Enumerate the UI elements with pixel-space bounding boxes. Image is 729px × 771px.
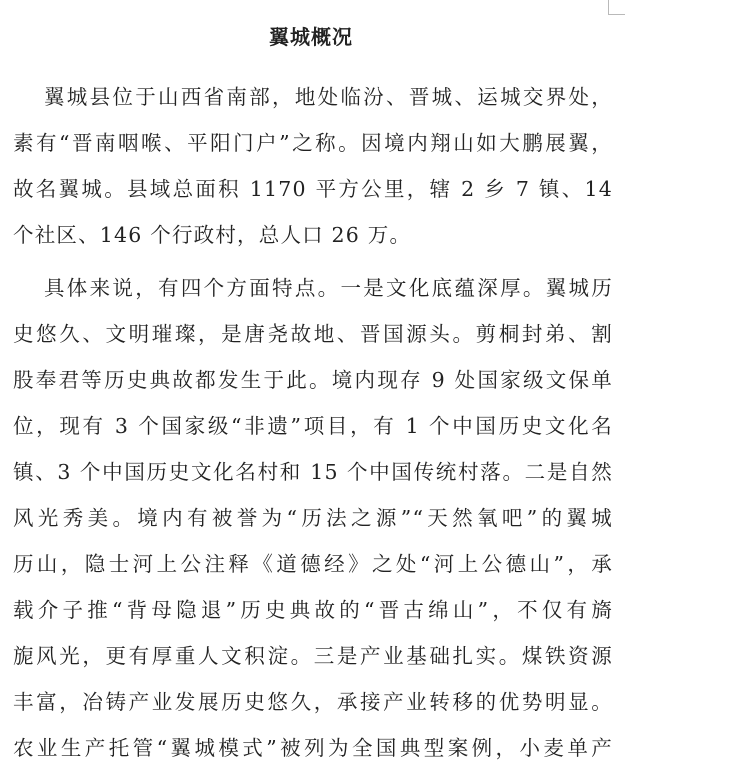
text-line: 旎风光，更有厚重人文积淀。三是产业基础扎实。煤铁资源: [13, 644, 613, 668]
text-line: 股奉君等历史典故都发生于此。境内现存 9 处国家级文保单: [13, 368, 613, 392]
text-line: 丰富，冶铸产业发展历史悠久，承接产业转移的优势明显。: [13, 690, 613, 714]
text-line: 风光秀美。境内有被誉为“历法之源”“天然氧吧”的翼城: [13, 506, 613, 530]
text-line: 个社区、146 个行政村，总人口 26 万。: [13, 223, 412, 247]
text-line: 农业生产托管“翼城模式”被列为全国典型案例，小麦单产: [13, 736, 613, 760]
text-line: 故名翼城。县域总面积 1170 平方公里，辖 2 乡 7 镇、14: [13, 177, 613, 201]
paragraph-overview: [13, 74, 613, 258]
text-line: 翼城县位于山西省南部，地处临汾、晋城、运城交界处，: [44, 85, 613, 109]
document-title: 翼城概况: [269, 25, 353, 49]
text-line: 载介子推“背母隐退”历史典故的“晋古绵山”，不仅有旖: [13, 598, 613, 622]
text-line: 史悠久、文明璀璨，是唐尧故地、晋国源头。剪桐封弟、割: [13, 322, 613, 346]
page-corner-marker: [608, 0, 625, 15]
paragraph-features: [13, 265, 613, 771]
text-line: 素有“晋南咽喉、平阳门户”之称。因境内翔山如大鹏展翼，: [13, 131, 613, 155]
text-line: 镇、3 个中国历史文化名村和 15 个中国传统村落。二是自然: [13, 460, 613, 484]
text-line: 位，现有 3 个国家级“非遗”项目，有 1 个中国历史文化名: [13, 414, 613, 438]
text-line: 具体来说，有四个方面特点。一是文化底蕴深厚。翼城历: [44, 276, 613, 300]
text-line: 历山，隐士河上公注释《道德经》之处“河上公德山”，承: [13, 552, 613, 576]
